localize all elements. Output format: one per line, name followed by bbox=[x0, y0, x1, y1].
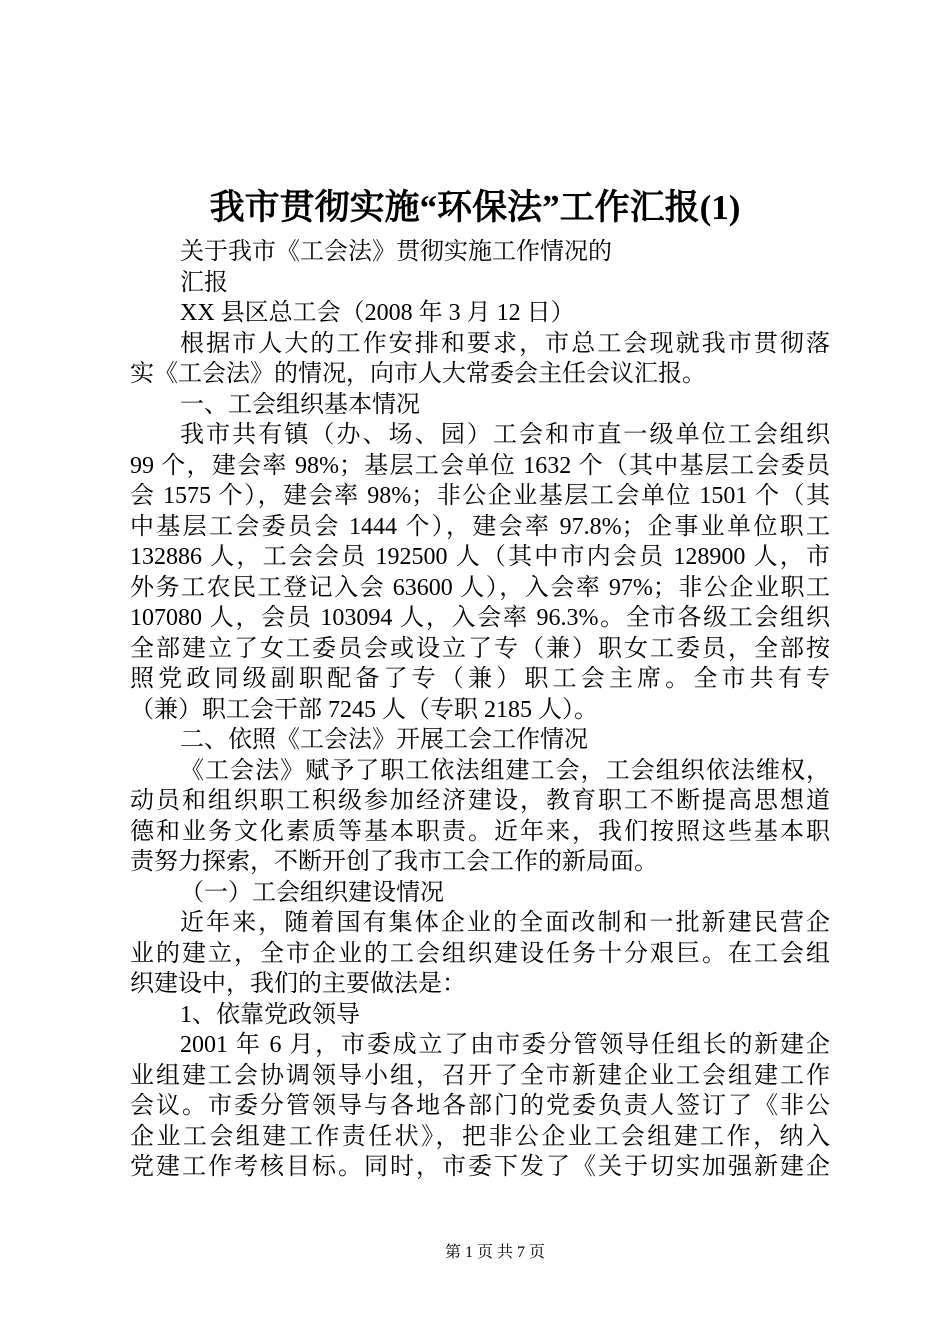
paragraph-line: 会 1575 个），建会率 98%；非公企业基层工会单位 1501 个（其 bbox=[130, 483, 830, 509]
paragraph-line: 根据市人大的工作安排和要求，市总工会现就我市贯彻落 bbox=[180, 330, 830, 357]
paragraph-line: 《工会法》赋予了职工依法组建工会，工会组织依法维权， bbox=[180, 757, 830, 784]
paragraph-line: 关于我市《工会法》贯彻实施工作情况的 bbox=[180, 239, 612, 265]
paragraph-line: 责努力探索，不断开创了我市工会工作的新局面。 bbox=[130, 849, 658, 875]
paragraph bbox=[130, 420, 830, 725]
paragraph bbox=[130, 756, 830, 878]
paragraph-line: 业组建工会协调领导小组，召开了全市新建企业工会组建工作 bbox=[130, 1062, 830, 1089]
paragraph-line: 2001 年 6 月，市委成立了由市委分管领导任组长的新建企 bbox=[180, 1032, 830, 1058]
document-subtitle bbox=[130, 268, 830, 299]
paragraph bbox=[130, 1030, 830, 1183]
paragraph-line: 德和业务文化素质等基本职责。近年来，我们按照这些基本职 bbox=[130, 818, 830, 845]
paragraph-line: 党建工作考核目标。同时，市委下发了《关于切实加强新建企 bbox=[130, 1154, 830, 1180]
paragraph-line: 实《工会法》的情况，向市人大常委会主任会议汇报。 bbox=[130, 361, 706, 387]
paragraph-line: （一）工会组织建设情况 bbox=[180, 879, 444, 906]
paragraph-line: 99 个，建会率 98%；基层工会单位 1632 个（其中基层工会委员 bbox=[130, 452, 830, 479]
document-author-date bbox=[130, 298, 830, 329]
paragraph-line: 132886 人，工会会员 192500 人（其中市内会员 128900 人，市 bbox=[130, 544, 830, 570]
paragraph-line: 1、依靠党政领导 bbox=[180, 1001, 360, 1028]
paragraph-line: 我市共有镇（办、场、园）工会和市直一级单位工会组织 bbox=[180, 422, 830, 448]
document-title: 我市贯彻实施“环保法”工作汇报(1) bbox=[209, 188, 741, 227]
paragraph-line: 业的建立，全市企业的工会组织建设任务十分艰巨。在工会组 bbox=[130, 940, 830, 967]
paragraph-line: 动员和组织职工积级参加经济建设，教育职工不断提高思想道 bbox=[130, 788, 830, 814]
paragraph-line: 全部建立了女工委员会或设立了专（兼）职女工委员，全部按 bbox=[130, 635, 830, 662]
paragraph-line: （兼）职工会干部 7245 人（专职 2185 人）。 bbox=[130, 696, 598, 723]
paragraph bbox=[130, 908, 830, 1000]
paragraph-line: 外务工农民工登记入会 63600 人），入会率 97%；非公企业职工 bbox=[130, 574, 830, 601]
paragraph-line: 企业工会组建工作责任状》，把非公企业工会组建工作，纳入 bbox=[130, 1123, 830, 1150]
page-number: 第 1 页 共 7 页 bbox=[444, 1244, 545, 1261]
paragraph-line: 107080 人，会员 103094 人，入会率 96.3%。全市各级工会组织 bbox=[130, 605, 830, 631]
paragraph bbox=[130, 329, 830, 390]
paragraph-line: 织建设中，我们的主要做法是： bbox=[130, 971, 466, 997]
section-heading bbox=[130, 390, 830, 421]
document-body bbox=[130, 237, 830, 1183]
section-heading bbox=[130, 878, 830, 909]
paragraph-line: 近年来，随着国有集体企业的全面改制和一批新建民营企 bbox=[180, 910, 830, 936]
paragraph-line: 二、依照《工会法》开展工会工作情况 bbox=[180, 727, 588, 753]
section-heading bbox=[130, 725, 830, 756]
paragraph-line: 一、工会组织基本情况 bbox=[180, 391, 420, 418]
document-subtitle bbox=[130, 237, 830, 268]
section-heading bbox=[130, 1000, 830, 1031]
paragraph-line: 会议。市委分管领导与各地各部门的党委负责人签订了《非公 bbox=[130, 1093, 830, 1119]
paragraph-line: 汇报 bbox=[180, 269, 228, 296]
paragraph-line: 照党政同级副职配备了专（兼）职工会主席。全市共有专 bbox=[130, 666, 830, 692]
paragraph-line: XX 县区总工会（2008 年 3 月 12 日） bbox=[180, 300, 575, 326]
paragraph-line: 中基层工会委员会 1444 个），建会率 97.8%；企事业单位职工 bbox=[130, 513, 830, 540]
